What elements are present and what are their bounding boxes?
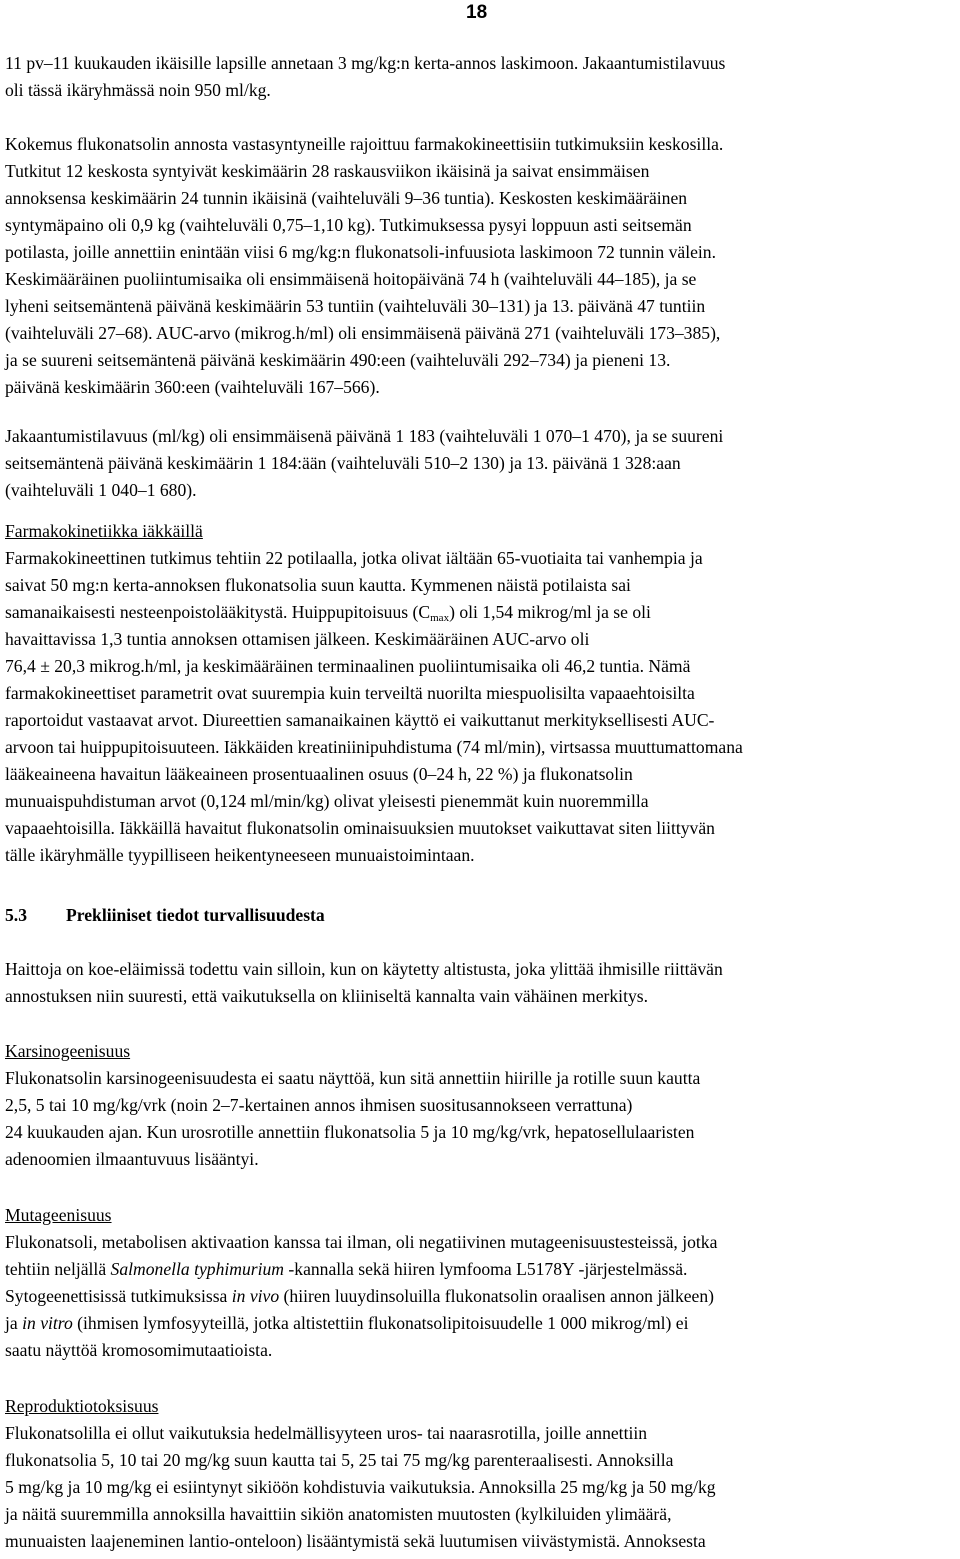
subheading-carcinogenicity: Karsinogeenisuus bbox=[5, 1041, 131, 1061]
text-line: vapaaehtoisilla. Iäkkäillä havaitut flukonatsolin ominaisuuksien muutokset vaikuttavat siten liittyvän bbox=[5, 818, 715, 838]
text-line: arvoon tai huippupitoisuuteen. Iäkkäiden kreatiniinipuhdistuma (74 ml/min), virtsassa muuttumattomana bbox=[5, 737, 743, 757]
text-line: potilasta, joille annettiin enintään viisi 6 mg/kg:n flukonatsoli-infuusiota laskimoon 72 tunnin välein. bbox=[5, 242, 716, 262]
text-line: Keskimääräinen puoliintumisaika oli ensimmäisenä hoitopäivänä 74 h (vaihteluväli 44–185), ja se bbox=[5, 269, 697, 289]
text-fragment: ) oli 1,54 mikrog/ml ja se oli bbox=[449, 602, 651, 622]
section-elderly-pk bbox=[5, 518, 957, 869]
text-fragment: Sytogeenettisissä tutkimuksissa bbox=[5, 1286, 232, 1306]
text-line: 11 pv–11 kuukauden ikäisille lapsille annetaan 3 mg/kg:n kerta-annos laskimoon. Jakaantumistilavuus bbox=[5, 53, 726, 73]
text-line bbox=[5, 1310, 957, 1337]
subheading-elderly-pk: Farmakokinetiikka iäkkäillä bbox=[5, 521, 203, 541]
paragraph-infants bbox=[5, 50, 957, 104]
text-line: Haittoja on koe-eläimissä todettu vain silloin, kun on käytetty altistusta, joka ylittää ihmisille riittävän bbox=[5, 959, 723, 979]
text-line: Flukonatsolilla ei ollut vaikutuksia hedelmällisyyteen uros- tai naarasrotilla, joille annettiin bbox=[5, 1423, 648, 1443]
text-line: saatu näyttöä kromosomimutaatioista. bbox=[5, 1340, 273, 1360]
text-line: Kokemus flukonatsolin annosta vastasyntyneille rajoittuu farmakokineettisiin tutkimuksiin keskosilla. bbox=[5, 134, 724, 154]
section-number: 5.3 bbox=[5, 905, 27, 925]
section-heading-5-3 bbox=[5, 902, 957, 929]
text-line: adenoomien ilmaantuvuus lisääntyi. bbox=[5, 1149, 259, 1169]
text-line: Farmakokineettinen tutkimus tehtiin 22 potilaalla, jotka olivat iältään 65-vuotiaita tai vanhempia ja bbox=[5, 548, 703, 568]
text-line: 5 mg/kg ja 10 mg/kg ei esiintynyt sikiöön kohdistuvia vaikutuksia. Annoksilla 25 mg/kg ja 50 mg/kg bbox=[5, 1477, 716, 1497]
text-line: ja se suureni seitsemäntenä päivänä keskimäärin 490:een (vaihteluväli 292–734) ja pieneni 13. bbox=[5, 350, 671, 370]
italic-in-vivo: in vivo bbox=[231, 1286, 280, 1306]
section-mutagenicity bbox=[5, 1202, 957, 1364]
text-fragment: ja bbox=[5, 1313, 23, 1333]
text-fragment: (hiiren luuydinsoluilla flukonatsolin oraalisen annon jälkeen) bbox=[279, 1286, 715, 1306]
text-line: tälle ikäryhmälle tyypilliseen heikentyneeseen munuaistoimintaan. bbox=[5, 845, 475, 865]
text-line: Tutkitut 12 keskosta syntyivät keskimäärin 28 raskausviikon ikäisinä ja saivat ensimmäisen bbox=[5, 161, 650, 181]
paragraph-distribution-volume bbox=[5, 423, 957, 504]
text-line: 2,5, 5 tai 10 mg/kg/vrk (noin 2–7-kertainen annos ihmisen suositusannokseen verrattuna) bbox=[5, 1095, 633, 1115]
text-line: annoksensa keskimäärin 24 tunnin ikäisinä (vaihteluväli 9–36 tuntia). Keskosten keskimääräinen bbox=[5, 188, 688, 208]
text-line: flukonatsolia 5, 10 tai 20 mg/kg suun kautta tai 5, 25 tai 75 mg/kg parenteraalisesti. Annoksilla bbox=[5, 1450, 674, 1470]
text-line: syntymäpaino oli 0,9 kg (vaihteluväli 0,75–1,10 kg). Tutkimuksessa pysyi loppuun asti seitsemän bbox=[5, 215, 692, 235]
text-line: munuaispuhdistuman arvot (0,124 ml/min/kg) olivat yleisesti pienemmät kuin nuoremmilla bbox=[5, 791, 649, 811]
text-line: ja näitä suuremmilla annoksilla havaittiin sikiön anatomisten muutosten (kylkiluiden ylimäärä, bbox=[5, 1504, 672, 1524]
text-line: Jakaantumistilavuus (ml/kg) oli ensimmäisenä päivänä 1 183 (vaihteluväli 1 070–1 470), ja se suureni bbox=[5, 426, 724, 446]
text-line: lääkeaineena havaitun lääkeaineen prosentuaalinen osuus (0–24 h, 22 %) ja flukonatsolin bbox=[5, 764, 633, 784]
text-line: havaittavissa 1,3 tuntia annoksen ottamisen jälkeen. Keskimääräinen AUC-arvo oli bbox=[5, 629, 590, 649]
section-title: Prekliiniset tiedot turvallisuudesta bbox=[66, 905, 325, 925]
text-line: annostuksen niin suuresti, että vaikutuksella on kliiniseltä kannalta vain vähäinen merkitys. bbox=[5, 986, 649, 1006]
text-line: saivat 50 mg:n kerta-annoksen flukonatsolia suun kautta. Kymmenen näistä potilaista sai bbox=[5, 575, 631, 595]
text-line: Flukonatsoli, metabolisen aktivaation kanssa tai ilman, oli negatiivinen mutageenisuustesteissä, jotka bbox=[5, 1232, 718, 1252]
italic-species: Salmonella typhimurium bbox=[110, 1259, 285, 1279]
text-line: 76,4 ± 20,3 mikrog.h/ml, ja keskimääräinen terminaalinen puoliintumisaika oli 46,2 tuntia. Nämä bbox=[5, 656, 691, 676]
subheading-mutagenicity: Mutageenisuus bbox=[5, 1205, 112, 1225]
text-line-cmax bbox=[5, 599, 957, 626]
text-line: 24 kuukauden ajan. Kun urosrotille annettiin flukonatsolia 5 ja 10 mg/kg/vrk, hepatosellulaaristen bbox=[5, 1122, 695, 1142]
section-carcinogenicity bbox=[5, 1038, 957, 1173]
text-line: (vaihteluväli 1 040–1 680). bbox=[5, 480, 197, 500]
text-line bbox=[5, 1283, 957, 1310]
text-fragment: samanaikaisesti nesteenpoistolääkitystä. Huippupitoisuus (C bbox=[5, 602, 431, 622]
text-line: farmakokineettiset parametrit ovat suurempia kuin terveiltä nuorilta miespuolisilta vapaaehtoisilta bbox=[5, 683, 695, 703]
text-line: oli tässä ikäryhmässä noin 950 ml/kg. bbox=[5, 80, 271, 100]
text-line: Flukonatsolin karsinogeenisuudesta ei saatu näyttöä, kun sitä annettiin hiirille ja rotille suun kautta bbox=[5, 1068, 701, 1088]
text-fragment: (ihmisen lymfosyyteillä, jotka altistettiin flukonatsolipitoisuudelle 1 000 mikrog/ml) ei bbox=[72, 1313, 689, 1333]
text-fragment: tehtiin neljällä bbox=[5, 1259, 111, 1279]
paragraph-neonates bbox=[5, 131, 957, 401]
text-line bbox=[5, 1256, 957, 1283]
text-line: munuaisten laajeneminen lantio-onteloon) lisääntymistä sekä luutumisen viivästymistä. Annoksesta bbox=[5, 1531, 706, 1551]
text-line: seitsemäntenä päivänä keskimäärin 1 184:ään (vaihteluväli 510–2 130) ja 13. päivänä 1 328:aan bbox=[5, 453, 681, 473]
italic-in-vitro: in vitro bbox=[22, 1313, 73, 1333]
subscript-max: max bbox=[430, 612, 450, 624]
paragraph-preclinical-intro bbox=[5, 956, 957, 1010]
page-number: 18 bbox=[466, 2, 488, 23]
section-reproductive-toxicity bbox=[5, 1393, 957, 1555]
text-line: (vaihteluväli 27–68). AUC-arvo (mikrog.h/ml) oli ensimmäisenä päivänä 271 (vaihteluväli 173–385), bbox=[5, 323, 721, 343]
text-fragment: -kannalla sekä hiiren lymfooma L5178Y -järjestelmässä. bbox=[284, 1259, 688, 1279]
text-line: lyheni seitsemäntenä päivänä keskimäärin 53 tuntiin (vaihteluväli 30–131) ja 13. päivänä 47 tuntiin bbox=[5, 296, 706, 316]
text-line: päivänä keskimäärin 360:een (vaihteluväli 167–566). bbox=[5, 377, 380, 397]
text-line: raportoidut vastaavat arvot. Diureettien samanaikainen käyttö ei vaikuttanut merkityksellisesti AUC- bbox=[5, 710, 715, 730]
subheading-reproductive-toxicity: Reproduktiotoksisuus bbox=[5, 1396, 159, 1416]
